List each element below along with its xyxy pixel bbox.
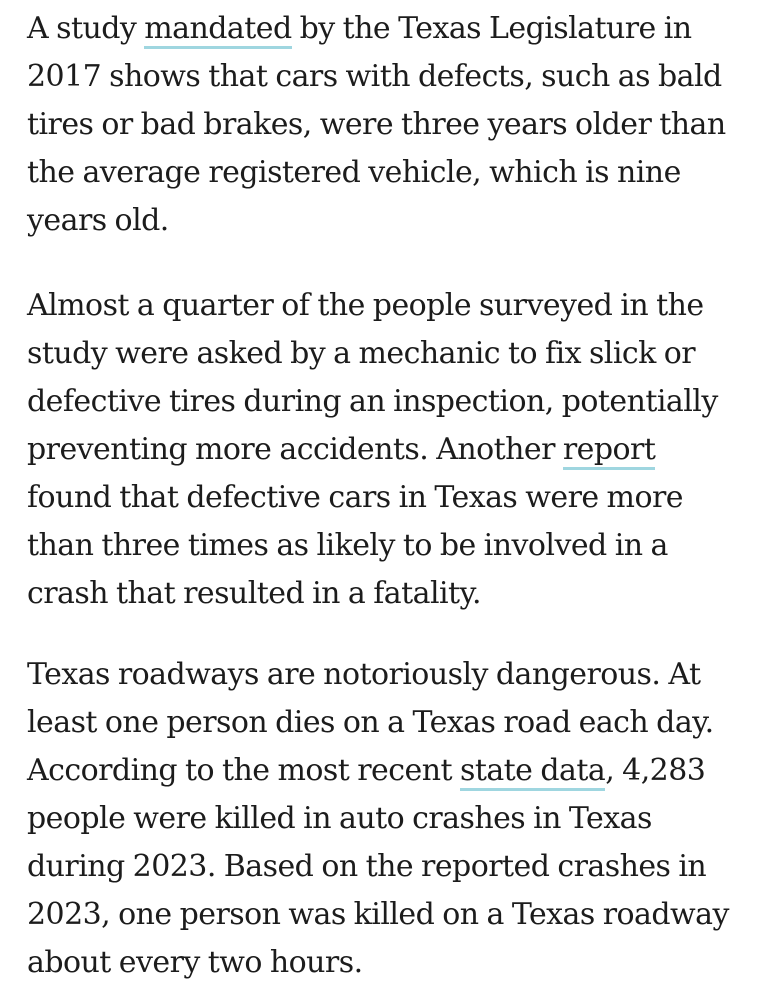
text-line: Almost a quarter of the people surveyed in the — [27, 288, 704, 323]
link-state-data[interactable]: state data — [460, 753, 605, 791]
paragraph-roadway-danger — [27, 651, 729, 987]
link-report[interactable]: report — [563, 432, 655, 470]
text-line: 2017 shows that cars with defects, such as bald — [27, 59, 722, 94]
text-line: people were killed in auto crashes in Texas — [27, 801, 652, 836]
text-line: A study mandated by the Texas Legislature in — [27, 5, 726, 53]
text-line: Texas roadways are notoriously dangerous. At — [27, 657, 701, 692]
text-line: defective tires during an inspection, potentially — [27, 384, 718, 419]
text-line: the average registered vehicle, which is nine — [27, 155, 681, 190]
text-line: years old. — [27, 203, 169, 238]
text-line: preventing more accidents. Another report — [27, 426, 718, 474]
text-line: 2023, one person was killed on a Texas roadway — [27, 897, 729, 932]
text-line: According to the most recent state data, 4,283 — [27, 747, 729, 795]
text-line: crash that resulted in a fatality. — [27, 576, 481, 611]
text-line: during 2023. Based on the reported crashes in — [27, 849, 707, 884]
text-line: found that defective cars in Texas were more — [27, 480, 683, 515]
paragraph-study-mandated — [27, 5, 726, 245]
text-line: tires or bad brakes, were three years older than — [27, 107, 726, 142]
link-mandated[interactable]: mandated — [144, 11, 291, 49]
text-line: about every two hours. — [27, 945, 363, 980]
text-line: than three times as likely to be involved in a — [27, 528, 668, 563]
text-line: study were asked by a mechanic to fix slick or — [27, 336, 696, 371]
paragraph-survey-report — [27, 282, 718, 618]
text-line: least one person dies on a Texas road each day. — [27, 705, 714, 740]
